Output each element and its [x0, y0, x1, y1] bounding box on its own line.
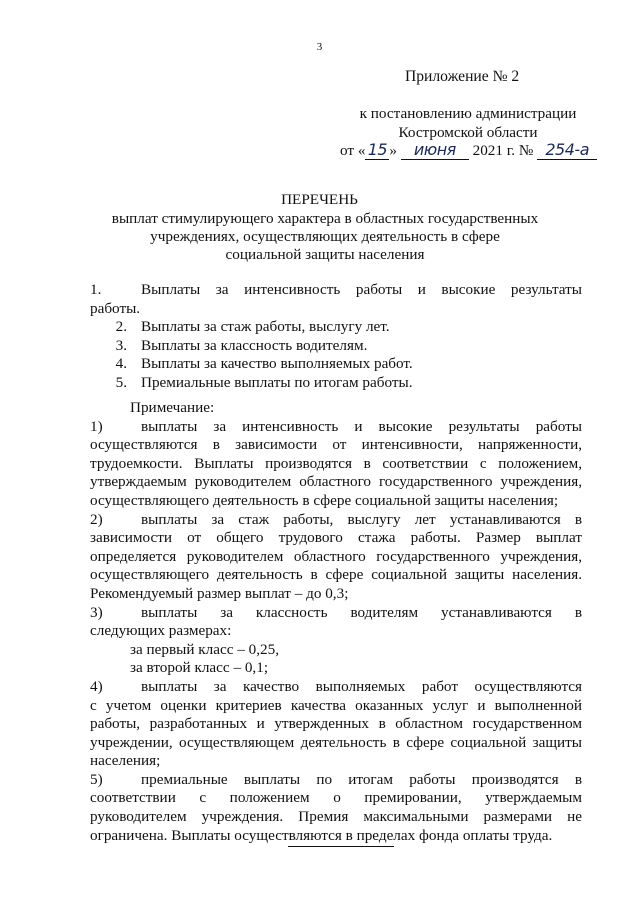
subtitle-line-1: выплат стимулирующего характера в областных государственных [111, 210, 539, 227]
list-item: 5. Премиальные выплаты по итогам работы. [115, 373, 413, 391]
notes-section [90, 399, 582, 845]
date-month-field [401, 142, 469, 160]
date-year: 2021 г. № [472, 142, 534, 159]
note-4-line: населения; [90, 752, 161, 770]
note-1-line: осуществляются в зависимости от интенсивности, напряженности, [90, 436, 582, 454]
note-5-line: соответствии с положением о премировании, утверждаемым [90, 789, 582, 807]
note-4-line: с учетом оценки критериев качества оказанных услуг и выполненной [90, 696, 582, 714]
note-5-line: руководителем учреждения. Премия максимальными размерами не [90, 808, 582, 826]
note-2-line: осуществляющего деятельность в сфере социальной защиты населения. [90, 566, 582, 584]
note-4-line: работы, разработанных и утвержденных в областном государственном [90, 715, 582, 733]
list-item: 2. Выплаты за стаж работы, выслугу лет. [115, 318, 390, 336]
list-item: 1. Выплаты за интенсивность работы и высокие результаты [90, 281, 582, 298]
note-4-line: учреждении, осуществляющем деятельность в сфере социальной защиты [90, 733, 582, 751]
note-5-line: ограничена. Выплаты осуществляются в пределах фонда оплаты труда. [90, 826, 553, 844]
note-3-line: следующих размерах: [90, 622, 232, 640]
payment-list [90, 281, 582, 393]
date-day-field [365, 142, 389, 160]
list-item: 4. Выплаты за качество выполняемых работ. [115, 355, 413, 373]
resolution-number: 254-а [545, 140, 589, 159]
date-prefix: от « [340, 142, 366, 159]
list-item: 3. Выплаты за классность водителям. [115, 336, 368, 354]
resolution-line-2: Костромской области [398, 124, 538, 141]
note-2-line: зависимости от общего трудового стажа работы. Размер выплат [90, 529, 582, 547]
note-2-line: Рекомендуемый размер выплат – до 0,3; [90, 584, 349, 602]
note-1-line: осуществляющего деятельность в сфере социальной защиты населения; [90, 491, 559, 509]
note-1-line: утверждаемым руководителем областного государственного учреждения, [90, 473, 582, 491]
date-month: июня [413, 140, 456, 159]
list-item-continuation: работы. [90, 299, 141, 317]
note-3-second-class: за второй класс – 0,1; [130, 659, 269, 677]
resolution-date [340, 142, 597, 161]
date-day: 15 [367, 140, 388, 159]
note-heading: Примечание: [130, 399, 215, 416]
note-4-line: 4) выплаты за качество выполняемых работ осуществляются [90, 677, 582, 695]
note-1-line: трудоемкости. Выплаты производятся в соответствии с положением, [90, 454, 582, 472]
subtitle-line-2: учреждениях, осуществляющих деятельность в сфере [150, 228, 500, 245]
document-title: ПЕРЕЧЕНЬ [281, 191, 358, 208]
note-2-line: определяется руководителем областного государственного учреждения, [90, 547, 582, 565]
note-3-first-class: за первый класс – 0,25, [130, 640, 280, 658]
date-mid: » [389, 142, 398, 159]
note-1-line: 1) выплаты за интенсивность и высокие результаты работы [90, 417, 582, 435]
appendix-label: Приложение № 2 [405, 68, 520, 85]
page-number: 3 [316, 41, 323, 53]
resolution-number-field [537, 142, 597, 160]
subtitle-line-3: социальной защиты населения [225, 246, 425, 263]
note-2-line: 2) выплаты за стаж работы, выслугу лет устанавливаются в [90, 510, 582, 528]
resolution-line-1: к постановлению администрации [359, 105, 577, 122]
closing-divider [288, 846, 394, 847]
note-3-line: 3) выплаты за классность водителям устанавливаются в [90, 603, 582, 621]
note-5-line: 5) премиальные выплаты по итогам работы производятся в [90, 770, 582, 788]
